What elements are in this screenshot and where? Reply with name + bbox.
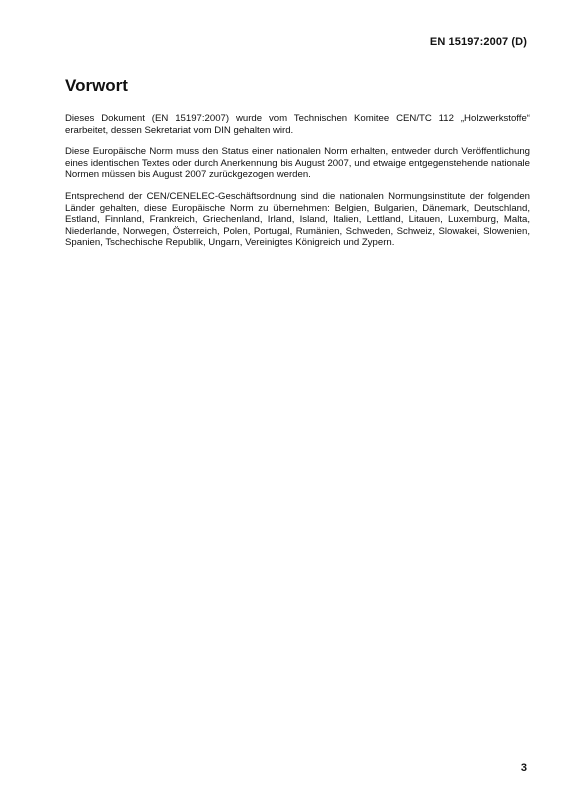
foreword-body [65,113,530,259]
section-title: Vorwort [65,76,128,95]
page-number: 3 [520,762,527,774]
foreword-paragraph-2: Diese Europäische Norm muss den Status einer nationalen Norm erhalten, entweder durch Veröffentlichung eines identischen Textes oder durch Anerkennung bis August 2007, und etwaige entgegenstehende nationale Normen müssen bis August 2007 zurückgezogen werden. [65,146,530,181]
foreword-paragraph-1: Dieses Dokument (EN 15197:2007) wurde vom Technischen Komitee CEN/TC 112 „Holzwerkstoffe“ erarbeitet, dessen Sekretariat vom DIN gehalten wird. [65,113,530,136]
foreword-paragraph-3: Entsprechend der CEN/CENELEC-Geschäftsordnung sind die nationalen Normungsinstitute der folgenden Länder gehalten, diese Europäische Norm zu übernehmen: Belgien, Bulgarien, Dänemark, Deutschland, Estland, Finnland, Frankreich, Griechenland, Irland, Island, Italien, Lettland, Litauen, Luxemburg, Malta, Niederlande, Norwegen, Österreich, Polen, Portugal, Rumänien, Schweden, Schweiz, Slowakei, Slowenien, Spanien, Tschechische Republik, Ungarn, Vereinigtes Königreich und Zypern. [65,190,530,249]
document-id-header: EN 15197:2007 (D) [429,36,527,48]
